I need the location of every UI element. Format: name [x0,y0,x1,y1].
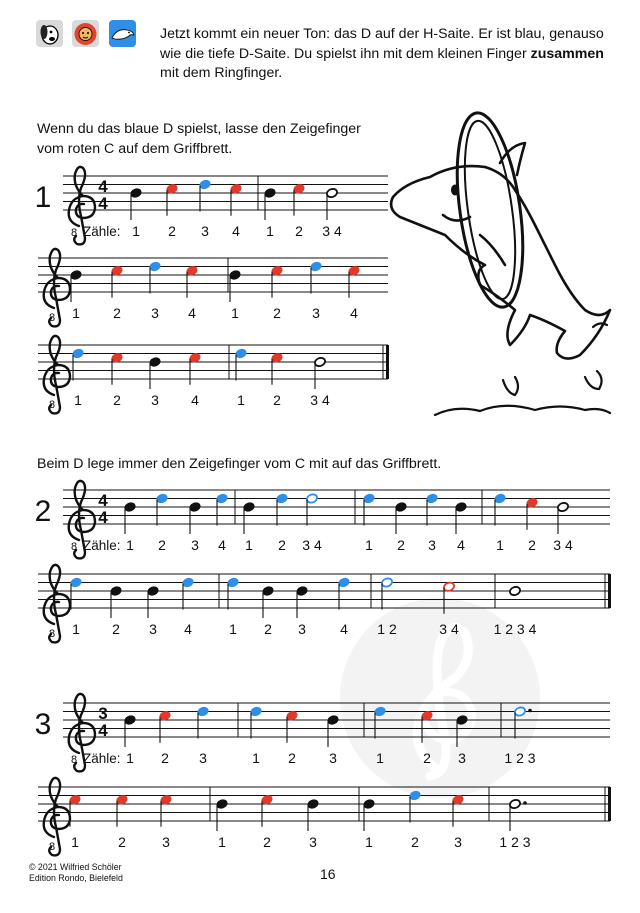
treble-clef-icon-shape [44,778,70,856]
treble-clef-icon-shape [44,249,70,327]
count-number: 3 [162,834,170,850]
time-signature-bottom: 4 [98,194,108,213]
count-number: 2 [278,537,286,553]
note-B [70,270,82,281]
count-number: 3 [298,621,306,637]
time-signature-top: 4 [98,491,108,510]
ex2-line2 [38,574,611,618]
ex3-line2 [38,787,611,831]
clef-octave-mark: 8 [70,541,78,553]
note-D [306,493,318,504]
count-number: 1 [365,537,373,553]
note-B [456,715,468,726]
note-D [250,706,262,717]
count-number: 2 [288,750,296,766]
note-B [509,799,521,810]
clef-octave-mark: 8 [48,841,56,853]
footer-copyright [29,862,123,884]
time-signature-top: 3 [98,704,108,723]
note-B [189,502,201,513]
ex2-line1 [63,490,610,534]
count-number: 4 [191,392,199,408]
count-number: 1 [229,621,237,637]
note-B [557,502,569,513]
count-number: 1 2 [377,621,397,637]
clef-octave-mark: 8 [70,754,78,766]
count-number: 3 4 [439,621,459,637]
copyright-text: © 2021 Wilfried Schöler [29,862,122,872]
exercise-number: 1 [34,181,52,214]
clef-octave-mark: 8 [48,312,56,324]
count-number: 3 4 [553,537,573,553]
count-number: 1 2 3 4 [493,621,537,637]
publisher-text: Edition Rondo, Bielefeld [29,873,123,883]
count-number: 1 [126,750,134,766]
count-number: 3 [199,750,207,766]
count-number: 2 [118,834,126,850]
count-number: 4 [350,305,358,321]
count-number: 1 [245,537,253,553]
count-number: 1 [126,537,134,553]
page-number: 16 [320,866,336,882]
count-number: 2 [158,537,166,553]
note-D [276,493,288,504]
count-number: 2 [161,750,169,766]
count-number: 1 [376,750,384,766]
note-D [197,706,209,717]
count-number: 2 [397,537,405,553]
final-bar-thick [386,345,389,379]
count-number: 4 [340,621,348,637]
note-D [494,493,506,504]
count-number: 3 [309,834,317,850]
ex3-line1 [63,703,610,747]
count-number: 3 [191,537,199,553]
count-number: 2 [263,834,271,850]
count-number: 1 [237,392,245,408]
note-D [235,348,247,359]
count-number: 4 [184,621,192,637]
note-B [326,188,338,199]
note-B [216,799,228,810]
note-B [149,357,161,368]
treble-clef-icon [44,565,70,643]
count-number: 2 [273,305,281,321]
count-number: 4 [457,537,465,553]
count-number: 1 [252,750,260,766]
count-number: 1 2 3 [499,834,531,850]
note-B [243,502,255,513]
count-number: 3 [454,834,462,850]
count-number: 3 4 [310,392,330,408]
note-D [374,706,386,717]
count-number: 2 [168,223,176,239]
final-bar-thick [608,787,611,821]
note-D [70,577,82,588]
note-D [182,577,194,588]
count-number: 2 [112,621,120,637]
time-signature-bottom: 4 [98,508,108,527]
count-number: 1 2 3 [504,750,536,766]
note-B [327,715,339,726]
count-number: 1 [231,305,239,321]
count-number: 1 [72,305,80,321]
count-number: 2 [113,305,121,321]
count-label: Zähle: [83,538,121,553]
time-signature-top: 4 [98,177,108,196]
count-number: 1 [218,834,226,850]
count-number: 3 4 [322,223,342,239]
note-D [514,706,526,717]
instruction-2: Beim D lege immer den Zeigefinger vom C mit auf das Griffbrett. [37,456,442,472]
note-B [296,586,308,597]
note-D [310,261,322,272]
note-B [124,502,136,513]
count-number: 1 [74,392,82,408]
count-number: 3 [458,750,466,766]
note-D [156,493,168,504]
note-B [264,188,276,199]
count-number: 2 [528,537,536,553]
note-D [363,493,375,504]
dot [528,709,532,713]
count-number: 2 [273,392,281,408]
note-D [409,790,421,801]
time-signature-bottom: 4 [98,721,108,740]
final-bar-thick [608,574,611,608]
count-number: 1 [496,537,504,553]
clef-octave-mark: 8 [70,227,78,239]
exercise-number: 3 [34,708,52,741]
note-B [147,586,159,597]
note-D [149,261,161,272]
note-D [426,493,438,504]
note-D [199,179,211,190]
dot [523,801,527,805]
treble-clef-icon-shape [44,336,70,414]
intro-text: Jetzt kommt ein neuer Ton: das D auf der H-Saite. Er ist blau, genauso wie die tiefe D-Saite. Du spielst ihn mit dem kleinen Finger zusammen mit dem Ringfinger. [160,26,604,81]
count-number: 1 [365,834,373,850]
note-B [509,586,521,597]
count-number: 4 [232,223,240,239]
ex1-line1 [63,176,388,220]
count-number: 2 [264,621,272,637]
count-number: 1 [72,621,80,637]
count-number: 2 [423,750,431,766]
note-B [229,270,241,281]
note-D [338,577,350,588]
ex1-line3 [38,345,389,389]
note-B [363,799,375,810]
note-B [395,502,407,513]
note-D [227,577,239,588]
treble-clef-icon [44,336,70,414]
note-D [216,493,228,504]
count-number: 2 [411,834,419,850]
count-number: 4 [218,537,226,553]
count-number: 4 [188,305,196,321]
note-B [110,586,122,597]
note-B [455,502,467,513]
count-number: 3 [151,392,159,408]
count-number: 1 [132,223,140,239]
count-number: 3 [151,305,159,321]
count-label: Zähle: [83,751,121,766]
count-number: 2 [295,223,303,239]
count-number: 1 [266,223,274,239]
count-number: 3 [428,537,436,553]
count-number: 3 4 [302,537,322,553]
count-number: 3 [149,621,157,637]
clef-octave-mark: 8 [48,399,56,411]
count-number: 3 [201,223,209,239]
count-number: 3 [329,750,337,766]
note-B [314,357,326,368]
exercise-number: 2 [34,495,52,528]
note-B [262,586,274,597]
ex1-line2 [38,258,388,302]
note-D [72,348,84,359]
note-B [124,715,136,726]
treble-clef-icon [44,778,70,856]
count-number: 3 [312,305,320,321]
note-D [381,577,393,588]
count-label: Zähle: [83,224,121,239]
note-B [130,188,142,199]
clef-octave-mark: 8 [48,628,56,640]
note-B [307,799,319,810]
instruction-1: Wenn du das blaue D spielst, lasse den Zeigefinger vom roten C auf dem Griffbrett. [37,121,361,157]
count-number: 1 [71,834,79,850]
treble-clef-icon-shape [44,565,70,643]
treble-clef-icon [44,249,70,327]
count-number: 2 [113,392,121,408]
